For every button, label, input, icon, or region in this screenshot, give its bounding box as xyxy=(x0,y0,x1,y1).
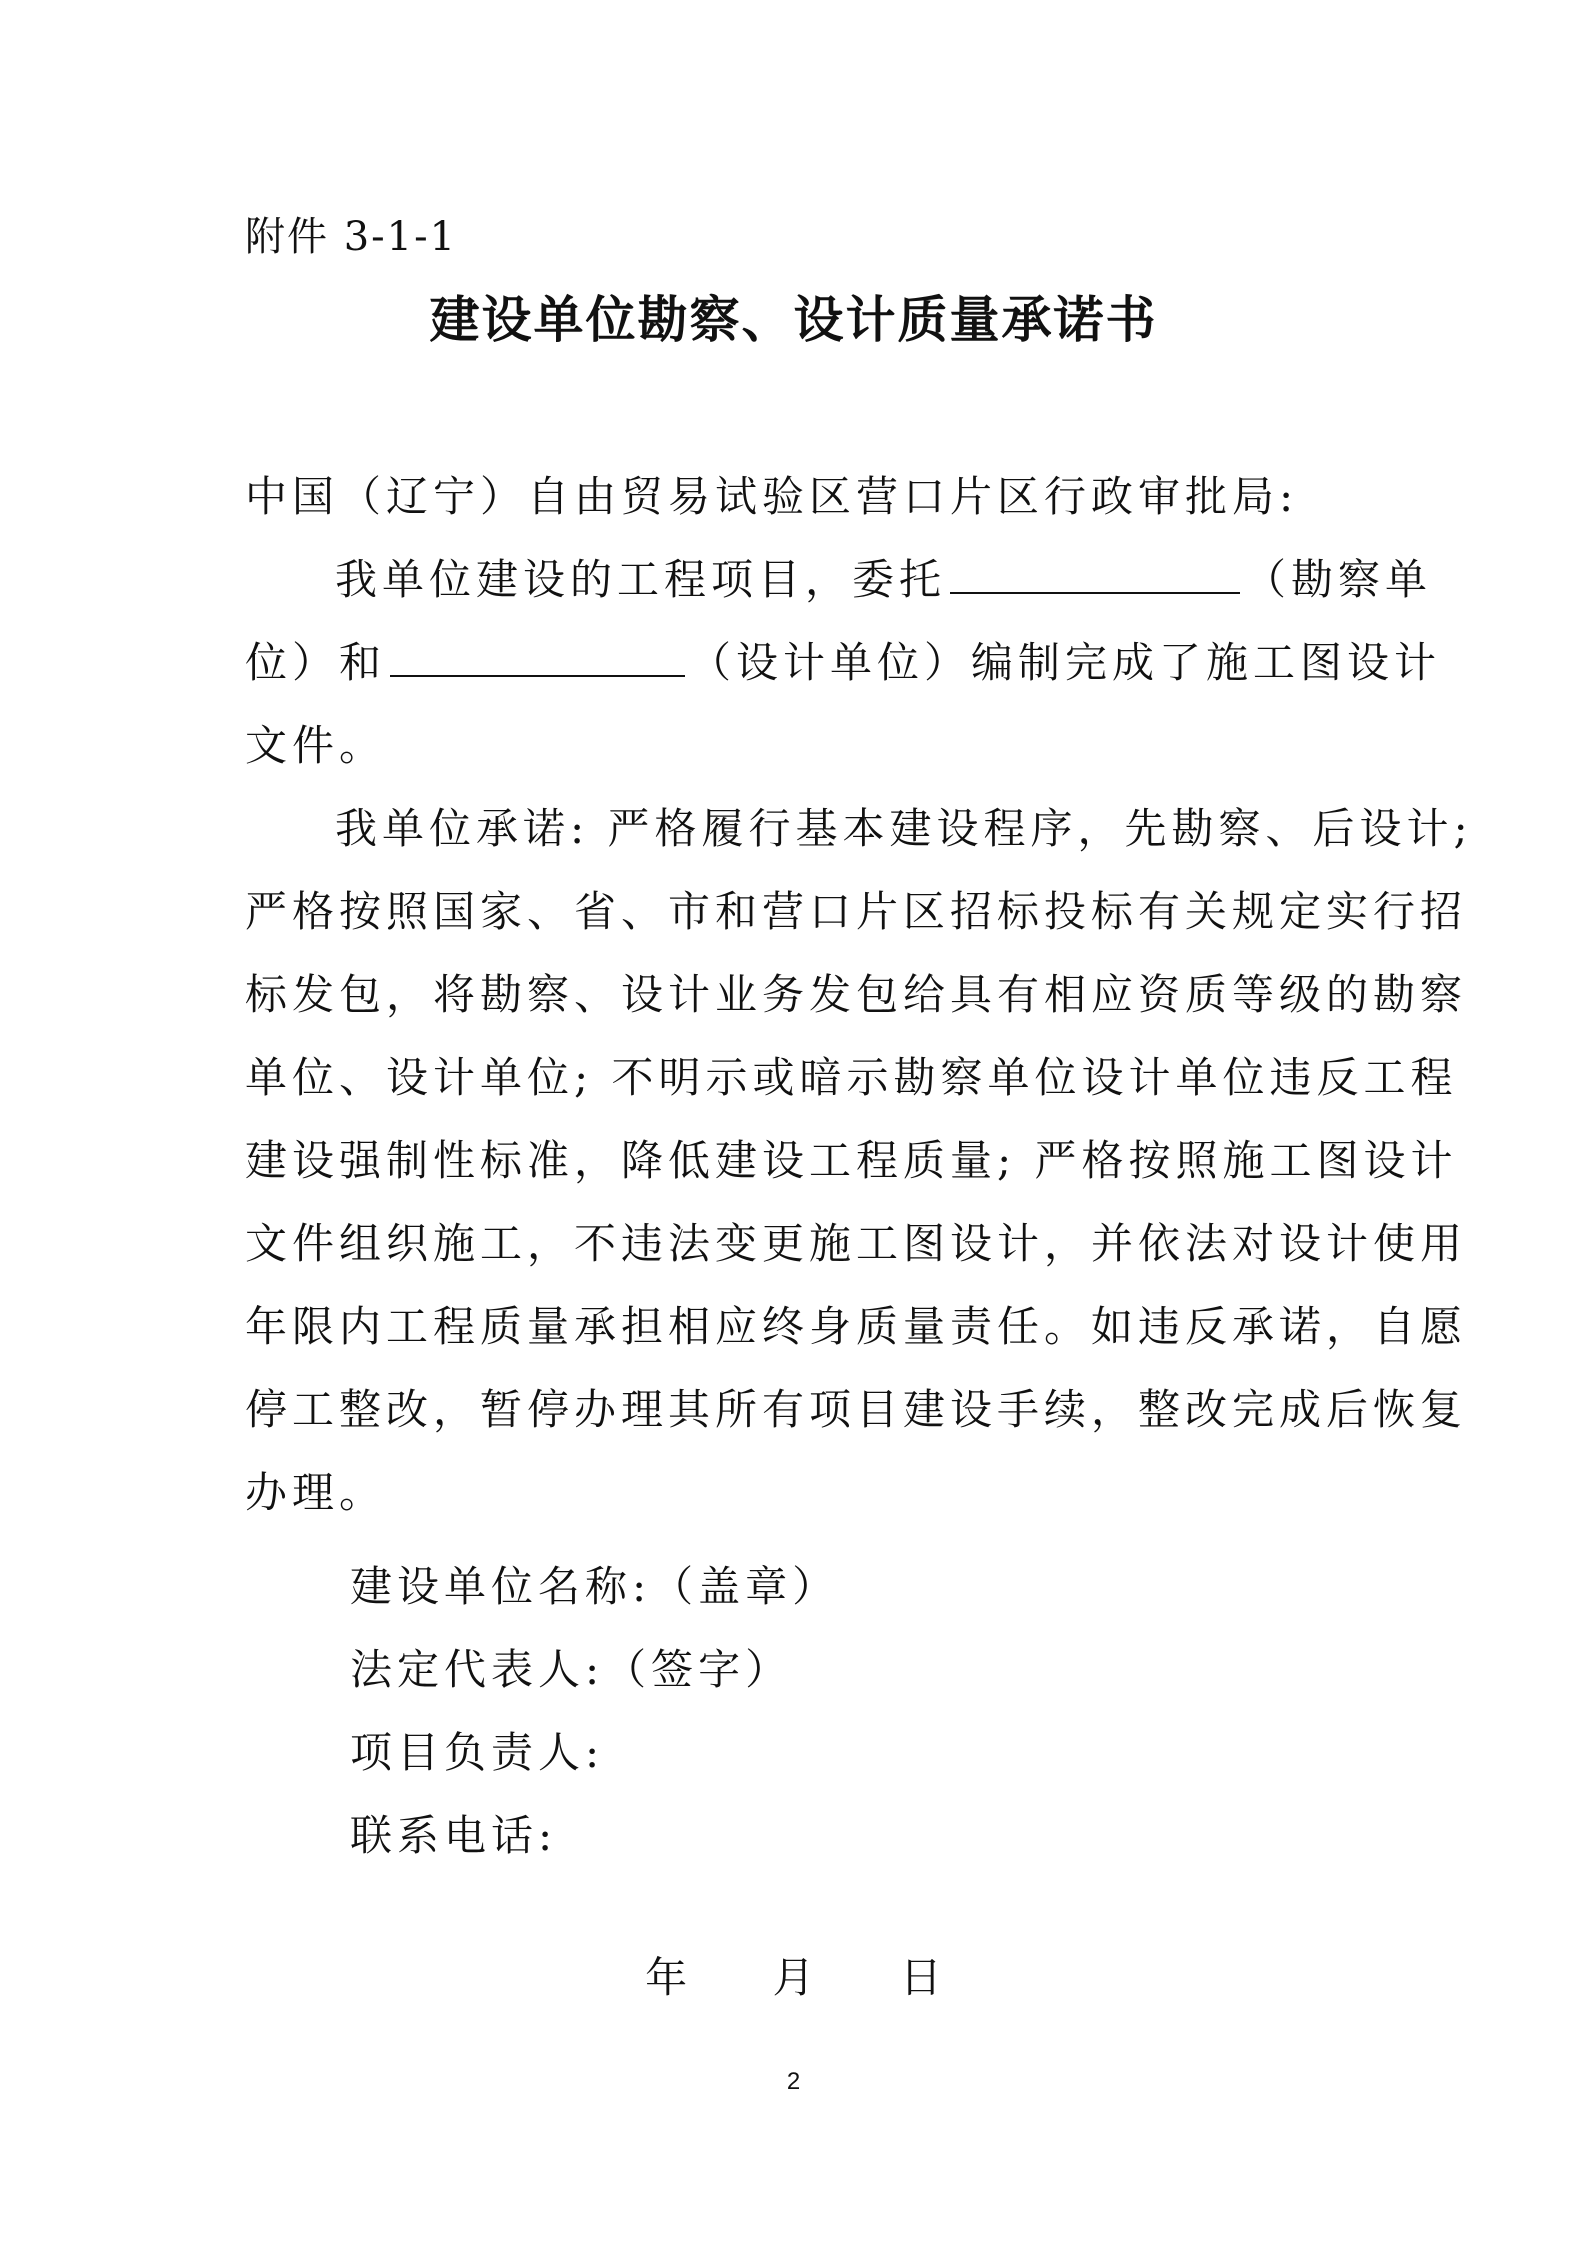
attachment-label: 附件 3-1-1 xyxy=(245,214,458,260)
paragraph-commitment xyxy=(245,787,1473,1534)
signature-block xyxy=(350,1545,839,1877)
commitment-line-7: 年限内工程质量承担相应终身质量责任。如违反承诺，自愿 xyxy=(245,1302,1468,1351)
commission-text-c: 位）和 xyxy=(245,638,387,687)
paragraph-commission-line-2 xyxy=(245,621,1442,704)
commission-text-d: （设计单位）编制完成了施工图设计 xyxy=(689,638,1442,687)
commission-text-b: （勘察单 xyxy=(1244,555,1433,604)
paragraph-commission xyxy=(245,538,1442,787)
document-body xyxy=(245,455,1473,1534)
paragraph-commission-line-1 xyxy=(245,538,1433,621)
legal-representative-field: 法定代表人:（签字） xyxy=(350,1645,793,1694)
addressee-line: 中国（辽宁）自由贸易试验区营口片区行政审批局: xyxy=(245,472,1299,521)
commitment-line-9: 办理。 xyxy=(245,1468,387,1517)
commitment-line-6: 文件组织施工，不违法变更施工图设计，并依法对设计使用 xyxy=(245,1219,1468,1268)
commitment-line-5: 建设强制性标准，降低建设工程质量; 严格按照施工图设计 xyxy=(245,1136,1458,1185)
paragraph-commission-line-3: 文件。 xyxy=(245,721,387,770)
date-day: 日 xyxy=(899,1953,942,2002)
page-number: 2 xyxy=(786,2068,801,2095)
commitment-line-1: 我单位承诺: 严格履行基本建设程序，先勘察、后设计; xyxy=(335,804,1473,853)
commitment-line-2: 严格按照国家、省、市和营口片区招标投标有关规定实行招 xyxy=(245,887,1468,936)
project-lead-field: 项目负责人: xyxy=(350,1728,605,1777)
commitment-line-4: 单位、设计单位; 不明示或暗示勘察单位设计单位违反工程 xyxy=(245,1053,1458,1102)
date-line xyxy=(0,1945,1587,2005)
unit-name-field: 建设单位名称:（盖章） xyxy=(350,1562,840,1611)
document-title: 建设单位勘察、设计质量承诺书 xyxy=(429,291,1158,349)
commitment-line-3: 标发包，将勘察、设计业务发包给具有相应资质等级的勘察 xyxy=(245,970,1468,1019)
phone-field: 联系电话: xyxy=(350,1811,558,1860)
design-unit-blank[interactable] xyxy=(390,641,685,677)
commitment-line-8: 停工整改，暂停办理其所有项目建设手续，整改完成后恢复 xyxy=(245,1385,1468,1434)
date-month: 月 xyxy=(772,1953,815,2002)
survey-unit-blank[interactable] xyxy=(950,558,1240,594)
commission-text-a: 我单位建设的工程项目，委托 xyxy=(335,555,947,604)
date-year: 年 xyxy=(645,1953,688,2002)
